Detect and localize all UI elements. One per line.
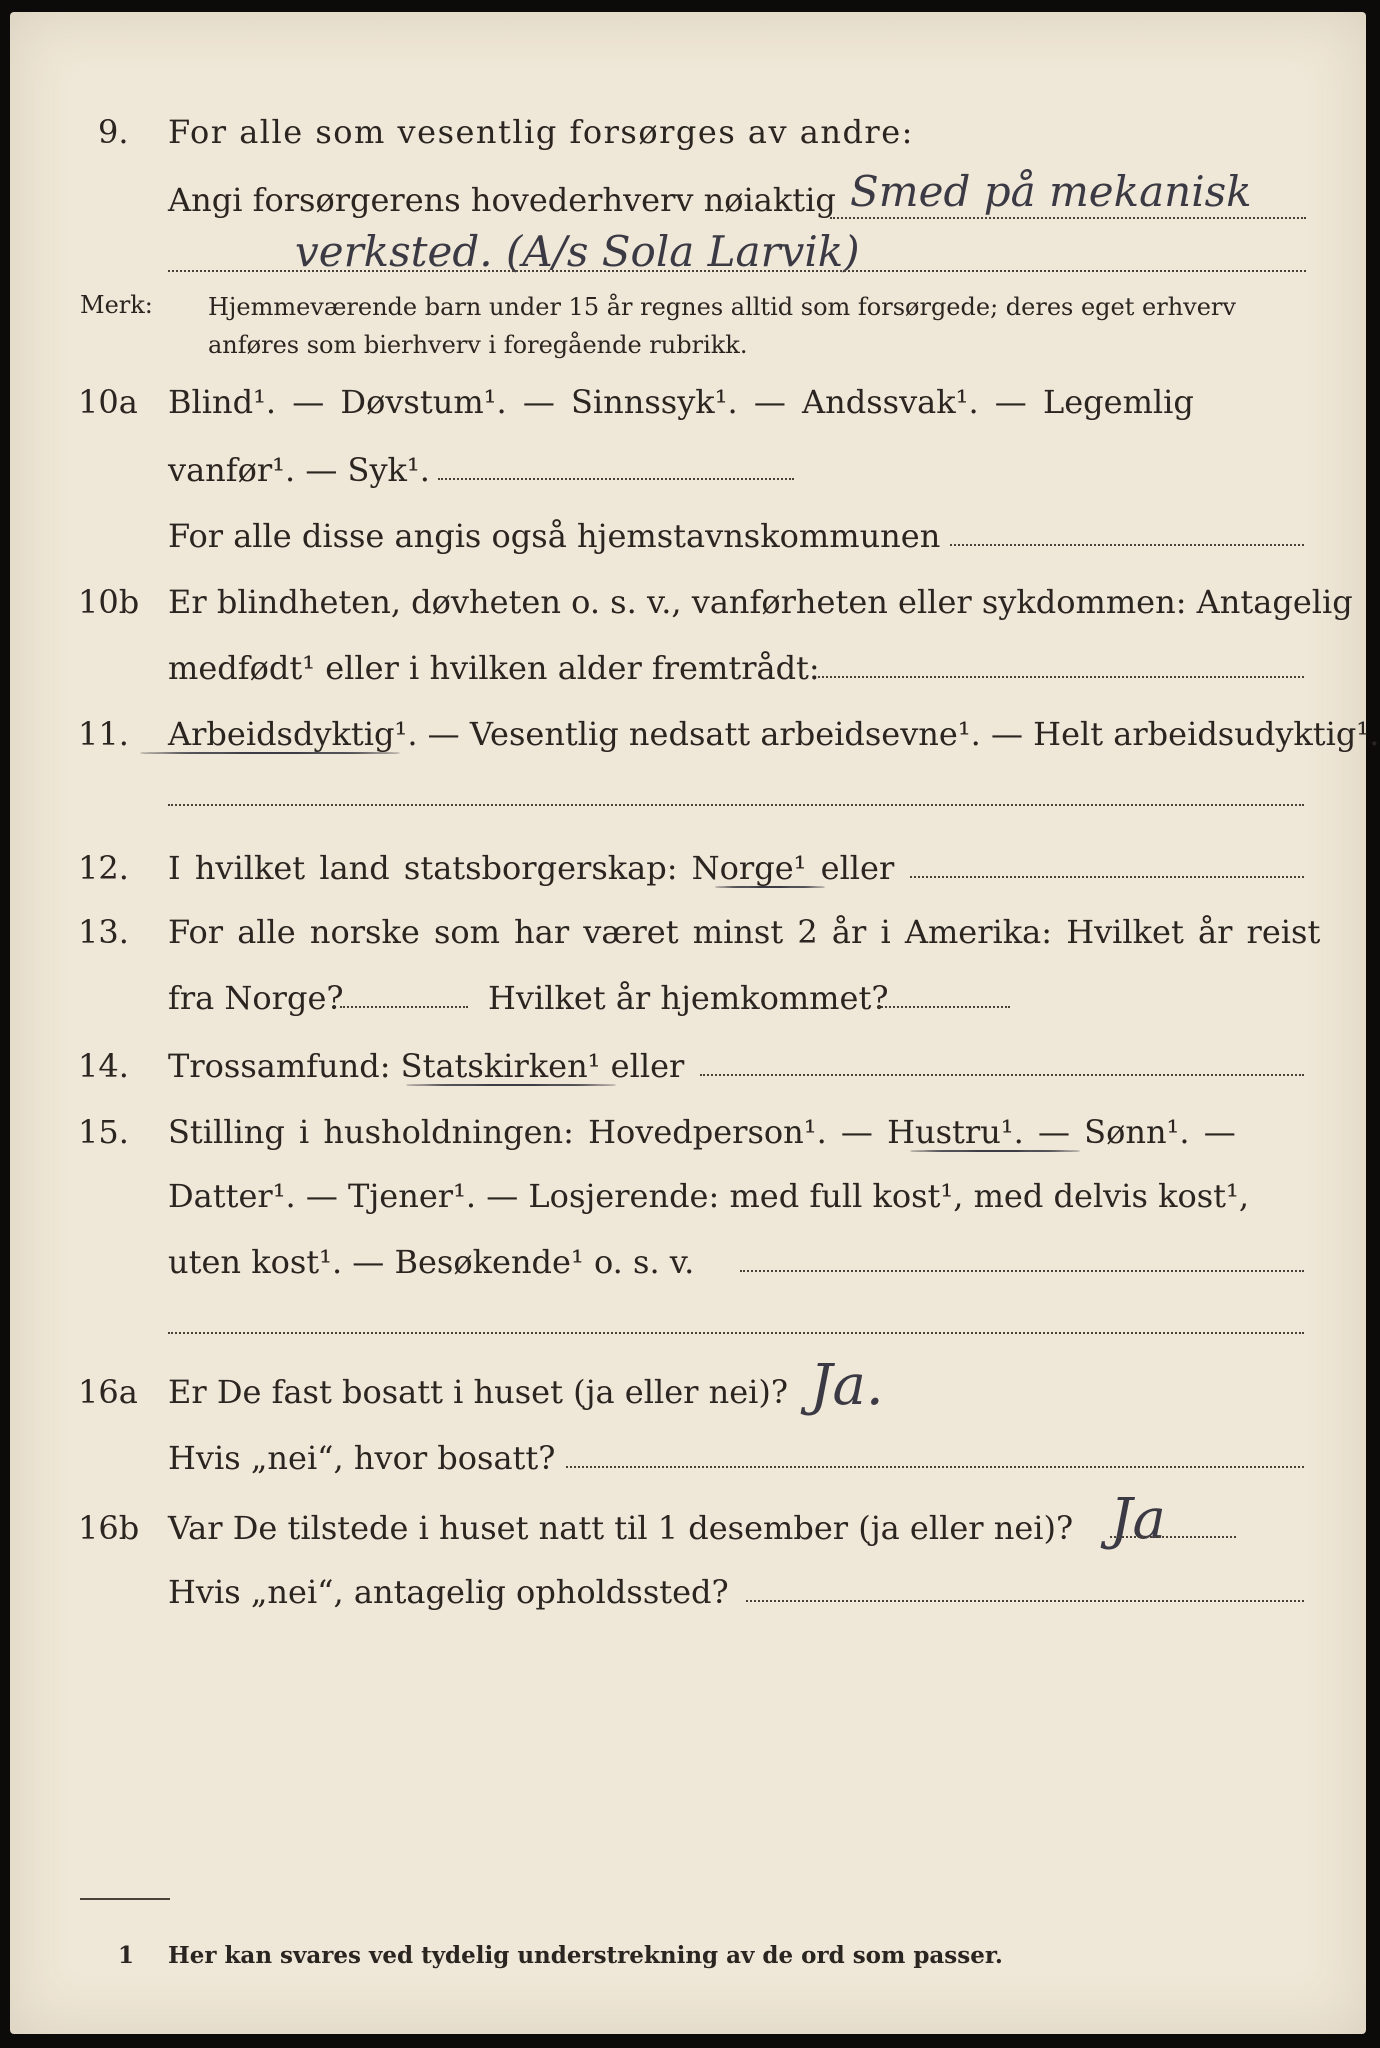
q12-number: 12.	[78, 849, 129, 887]
q13-line2b: Hvilket år hjemkommet?	[488, 979, 889, 1017]
q10a-line3: For alle disse angis også hjemstavnskommunen	[168, 517, 941, 555]
merk-label: Merk:	[80, 291, 153, 319]
q13-line1: For alle norske som har været minst 2 år i Amerika: Hvilket år reist	[168, 913, 1321, 951]
q14-number: 14.	[78, 1047, 129, 1085]
q15-line1: Stilling i husholdningen: Hovedperson¹. — Hustru¹. — Sønn¹. —	[168, 1113, 1236, 1151]
q9-handwritten-answer-b: verksted. (A/s Sola Larvik)	[295, 227, 860, 276]
merk-line1: Hjemmeværende barn under 15 år regnes alltid som forsørgede; deres eget erhverv	[208, 293, 1236, 321]
q14-line1: Trossamfund: Statskirken¹ eller	[168, 1047, 685, 1085]
q16b-opholdssted-line	[746, 1600, 1304, 1602]
merk-line2: anføres som bierhverv i foregående rubrikk.	[208, 331, 748, 359]
q13-hjemkommet-line	[878, 1006, 1010, 1008]
q11-arbeidsdyktig-underline	[140, 752, 400, 754]
footnote-mark: 1	[118, 1942, 135, 1969]
q16a-line2: Hvis „nei“, hvor bosatt?	[168, 1439, 556, 1477]
q16b-answer-line	[1110, 1536, 1236, 1538]
q16a-bosatt-line	[566, 1466, 1304, 1468]
q10b-number: 10b	[78, 583, 140, 621]
q16a-handwritten-answer: Ja.	[810, 1353, 884, 1418]
q15-blank-line	[168, 1332, 1304, 1334]
q10a-syk-line	[438, 478, 794, 480]
q9-line2: Angi forsørgerens hovederhverv nøiaktig	[168, 181, 836, 219]
q10a-number: 10a	[78, 383, 138, 421]
footnote-rule	[80, 1898, 170, 1900]
q10a-hjemstavn-line	[950, 544, 1304, 546]
q16a-line1: Er De fast bosatt i huset (ja eller nei)?	[168, 1373, 789, 1411]
q14-trossamfund-line	[700, 1074, 1304, 1076]
q13-line2a: fra Norge?	[168, 979, 344, 1017]
q11-line1: Arbeidsdyktig¹. — Vesentlig nedsatt arbeidsevne¹. — Helt arbeidsudyktig¹.	[168, 715, 1380, 753]
q11-blank-line	[168, 804, 1304, 806]
q12-line1: I hvilket land statsborgerskap: Norge¹ eller	[168, 849, 895, 887]
q12-country-line	[910, 876, 1304, 878]
q10b-line1: Er blindheten, døvheten o. s. v., vanførheten eller sykdommen: Antagelig	[168, 583, 1353, 621]
q10b-line2: medfødt¹ eller i hvilken alder fremtrådt:	[168, 649, 820, 687]
q9-number: 9.	[98, 113, 129, 151]
q9-answer-line-1	[830, 217, 1306, 219]
q10a-line1: Blind¹. — Døvstum¹. — Sinnssyk¹. — Andssvak¹. — Legemlig	[168, 383, 1194, 421]
q15-line3: uten kost¹. — Besøkende¹ o. s. v.	[168, 1243, 695, 1281]
q12-norge-underline	[715, 886, 825, 888]
q15-besokende-line	[740, 1270, 1304, 1272]
census-form-page	[10, 12, 1380, 2034]
q13-reist-line	[340, 1006, 468, 1008]
q16a-number: 16a	[78, 1373, 138, 1411]
q14-statskirken-underline	[406, 1084, 616, 1086]
q15-hustru-underline	[910, 1150, 1080, 1152]
q16b-handwritten-answer: Ja	[1110, 1487, 1166, 1552]
q13-number: 13.	[78, 913, 129, 951]
q10a-line2: vanfør¹. — Syk¹.	[168, 451, 430, 489]
q15-number: 15.	[78, 1113, 129, 1151]
q15-line2: Datter¹. — Tjener¹. — Losjerende: med full kost¹, med delvis kost¹,	[168, 1177, 1250, 1215]
q9-line1: For alle som vesentlig forsørges av andre:	[168, 113, 914, 151]
footnote-text: Her kan svares ved tydelig understrekning av de ord som passer.	[168, 1942, 1003, 1969]
q9-answer-line-2	[168, 270, 1306, 272]
q16b-line2: Hvis „nei“, antagelig opholdssted?	[168, 1573, 729, 1611]
q11-number: 11.	[78, 715, 129, 753]
q16b-number: 16b	[78, 1509, 140, 1547]
q16b-line1: Var De tilstede i huset natt til 1 desember (ja eller nei)?	[168, 1509, 1074, 1547]
q10b-alder-line	[818, 676, 1304, 678]
q9-handwritten-answer-a: Smed på mekanisk	[850, 167, 1252, 216]
